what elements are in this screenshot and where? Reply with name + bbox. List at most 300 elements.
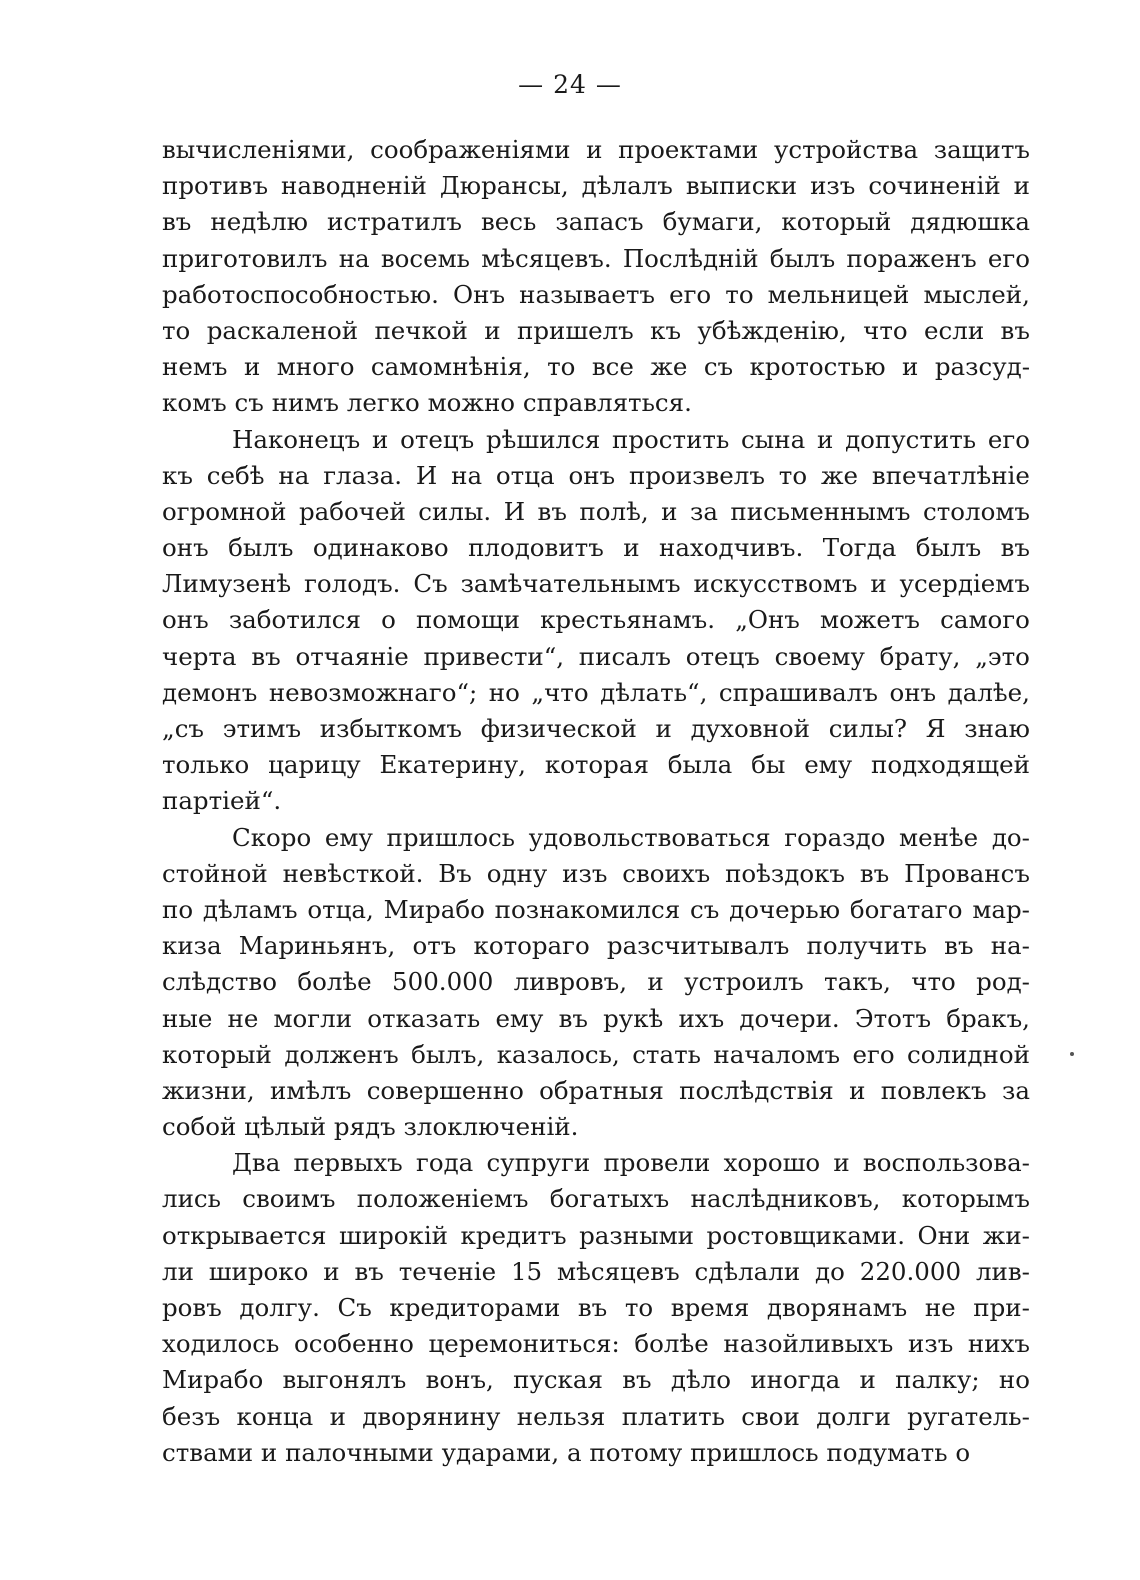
word: глаза. [323,460,402,490]
word: свои [741,1401,800,1431]
word: воспользова- [862,1148,1030,1178]
word: собой [162,1112,237,1142]
word: которая [544,750,649,780]
word: палочными [285,1437,434,1467]
text-line [162,928,1030,964]
word: нихъ [967,1329,1030,1359]
text-line [162,1109,1030,1145]
word: ему [804,750,853,780]
word: крестьянамъ. [540,605,716,635]
word: выгонялъ [282,1365,407,1395]
word: 15 [510,1256,543,1286]
word: былъ [769,243,836,273]
word: съ [690,894,720,924]
word: пришлось [690,1437,819,1467]
word: ругатель- [907,1401,1030,1431]
word: Мирабо [162,1365,264,1395]
page-number: — 24 — [518,70,622,99]
word: и [623,533,640,563]
word: и [902,352,919,382]
word: а [566,1437,582,1467]
word: его [852,1039,895,1069]
word: за [1001,1075,1030,1105]
word: раскаленой [206,315,359,345]
word: помощи [415,605,520,635]
word: заботился [228,605,361,635]
word: но [998,1365,1030,1395]
word: писалъ [578,641,671,671]
word: наводненій [280,171,427,201]
word: дѣлалъ [581,171,673,201]
word: теченіе [398,1256,497,1286]
text-line [162,1001,1030,1037]
word: одинаково [312,533,449,563]
word: бумаги, [662,207,763,237]
word: дѣламъ [202,894,298,924]
word: письменнымъ [730,496,911,526]
word: хорошо [723,1148,821,1178]
word: усердіемъ [899,569,1030,599]
word: злоключеній. [403,1112,579,1142]
word: работоспособностью. [162,279,439,309]
body-text [162,132,1030,1471]
word: проектами [618,135,759,164]
word: физической [480,714,637,743]
word: весь [480,207,537,237]
word: имѣлъ [270,1075,352,1105]
word: мѣсяцевъ. [481,243,612,273]
word: онъ [568,460,616,490]
word: называетъ [519,279,655,309]
scan-speck [1070,1052,1074,1056]
word: и [833,1148,850,1178]
word: такъ, [824,967,891,997]
word: можетъ [820,605,921,635]
word: недѣлю [210,207,308,237]
word: въ [162,207,192,237]
word: казалось, [496,1039,620,1069]
word: стойной [162,858,268,888]
word: наслѣдниковъ, [690,1184,881,1214]
word: въ [558,1003,588,1033]
word: силы. [418,496,492,526]
word: своему [774,641,865,671]
word: широкій [338,1220,448,1250]
word: Два [232,1148,281,1178]
word: силы? [828,714,907,743]
word: немъ [162,352,228,382]
word: съ [234,388,264,418]
word: дѣло [670,1365,732,1395]
word: самомнѣнія, [370,352,531,382]
word: И [415,460,438,490]
word: замѣчательнымъ [460,569,681,599]
word: если [924,315,985,345]
word: находчивъ. [659,533,804,563]
word: Съ [413,569,448,599]
word: отчаяніе [295,641,409,671]
word: который [162,1039,272,1069]
word: одну [486,858,548,888]
word: Я [925,714,946,743]
word: до [815,1256,845,1286]
word: нельзя [516,1401,606,1431]
word: богатаго [849,894,963,924]
text-line [162,132,1030,168]
text-line [162,422,1030,458]
text-line [162,277,1030,313]
word: и [243,352,261,382]
word: устройства [773,135,919,164]
word: не [227,1003,259,1033]
word: жи- [982,1220,1030,1250]
word: что [863,315,908,345]
word: долженъ [284,1039,399,1069]
word: къ [650,315,682,345]
word: комъ [162,388,227,418]
text-line [162,783,1030,819]
word: кредиторами [389,1293,561,1322]
word: что [911,967,956,997]
text-line [162,1037,1030,1073]
word: противъ [162,171,269,201]
word: брату, [879,641,961,671]
word: стать [632,1039,701,1069]
word: допустить [845,424,977,454]
text-line [162,458,1030,494]
word: и [323,1256,340,1286]
word: Они [917,1220,971,1250]
text-line [162,856,1030,892]
word: супруги [486,1148,591,1178]
word: совершенно [366,1075,524,1105]
word: дворянину [362,1401,501,1431]
word: въ [1000,533,1030,563]
word: обратныя [539,1075,664,1105]
word: первыхъ [293,1148,403,1178]
word: столомъ [922,496,1030,526]
word: подумать [826,1437,948,1467]
word: и [484,315,501,345]
text-line [162,385,1030,421]
text-line [162,313,1030,349]
word: сдѣлали [694,1256,801,1286]
word: и [661,496,678,526]
word: избыткомъ [319,714,462,743]
text-line [162,566,1030,602]
word: не [924,1293,956,1322]
word: все [591,352,634,382]
word: ли [162,1256,194,1286]
word: на [451,460,483,490]
word: и [260,1437,278,1467]
word: полѣ, [579,496,649,526]
word: изъ [908,1329,954,1359]
word: соображеніями [370,135,571,164]
word: при- [973,1293,1030,1322]
word: голодъ. [304,569,401,599]
word: „съ [162,714,205,743]
text-line [162,168,1030,204]
word: лив- [975,1256,1030,1286]
text-line [162,747,1030,783]
word: рѣшился [485,424,601,454]
word: въ [944,931,974,961]
word: запасъ [555,207,644,237]
word: на [278,460,310,490]
word: то [778,460,808,490]
word: платить [621,1401,725,1431]
word: и [1013,171,1030,201]
word: его [987,243,1030,273]
text-line [162,711,1030,747]
word: пришлось [386,822,516,852]
text-line [162,1290,1030,1326]
word: но [488,677,520,707]
word: иногда [750,1365,841,1395]
word: изъ [562,858,608,888]
word: въ [622,1365,652,1395]
word: ные [162,1003,213,1033]
word: разсчитывалъ [606,931,790,961]
text-line [162,204,1030,240]
text-line [162,1399,1030,1435]
word: род- [976,967,1030,997]
word: мыслей, [923,279,1030,309]
text-line [162,892,1030,928]
word: плодовитъ [468,533,604,563]
word: вонъ, [425,1365,494,1395]
word: бракъ, [946,1003,1030,1033]
word: за [689,496,718,526]
word: устроилъ [684,967,804,997]
word: менѣе [899,822,979,852]
word: и [859,1365,876,1395]
word: началомъ [713,1039,841,1069]
word: Дюрансы, [439,171,569,201]
word: отказать [367,1003,481,1033]
word: удовольствоваться [528,822,771,852]
word: ударами, [441,1437,560,1467]
word: конца [236,1401,314,1431]
word: познакомился [494,894,681,924]
word: цѣлый [244,1112,327,1142]
word: рядъ [333,1112,396,1142]
word: къ [162,460,193,490]
word: ему [495,1003,544,1033]
word: невѣсткой. [282,858,424,888]
word: была [667,750,733,780]
word: провели [603,1148,711,1178]
text-line [162,1218,1030,1254]
word: рукѣ [603,1003,664,1033]
word: повлекъ [880,1075,987,1105]
word: ровъ [162,1293,222,1322]
word: широко [208,1256,309,1286]
word: ростовщиками. [706,1220,905,1250]
word: и [329,1401,346,1431]
word: въ [577,1293,608,1322]
word: же [650,352,688,382]
word: 500.000 [392,967,494,997]
word: кредитъ [460,1220,567,1250]
word: и [655,714,672,743]
paragraph [162,132,1030,422]
word: потому [589,1437,683,1467]
word: Екатерину, [379,750,526,780]
word: и [647,967,664,997]
word: время [670,1293,750,1322]
word: отецъ [685,641,760,671]
word: сына [741,424,806,454]
word: солидной [907,1039,1030,1069]
word: палку; [895,1365,980,1395]
word: то [162,315,191,345]
word: то [725,279,754,309]
word: и [849,1075,866,1105]
word: открывается [162,1220,327,1250]
word: Мирабо [383,894,485,924]
word: отца, [307,894,374,924]
word: пришелъ [516,315,634,345]
word: сочиненій [868,171,1001,201]
word: Мариньянъ, [238,931,396,961]
word: котораго [473,931,590,961]
word: былъ, [411,1039,485,1069]
word: защитъ [933,135,1030,164]
text-line [162,964,1030,1000]
word: Скоро [232,822,312,852]
word: Этотъ [854,1003,932,1033]
text-line [162,494,1030,530]
word: себѣ [206,460,265,490]
word: Провансъ [904,858,1030,888]
word: кротостью [749,352,886,382]
word: въ [1000,315,1030,345]
text-line [162,820,1030,856]
word: ему [324,822,373,852]
word: выписки [685,171,798,201]
word: богатыхъ [549,1184,670,1214]
word: только [162,750,250,780]
word: долгу. [239,1293,320,1322]
word: печкой [374,315,468,345]
word: приготовилъ [162,243,328,273]
word: и [371,424,389,454]
text-line [162,241,1030,277]
word: Наконецъ [232,424,361,454]
word: на [338,243,370,273]
word: произвелъ [629,460,765,490]
word: то [547,352,576,382]
word: въ [859,858,890,888]
word: жизни, [162,1075,255,1105]
paragraph [162,1145,1030,1471]
word: церемониться: [428,1329,620,1359]
word: ходилось [162,1329,280,1359]
word: дядюшка [910,207,1030,237]
word: царицу [268,750,361,780]
word: своимъ [242,1184,336,1214]
word: убѣжденію, [697,315,847,345]
word: дворянамъ [766,1293,908,1322]
text-line [162,1254,1030,1290]
word: долги [816,1401,891,1431]
word: истратилъ [327,207,462,237]
word: поѣздокъ [725,858,846,888]
word: безъ [162,1401,221,1431]
word: дочерью [729,894,841,924]
word: же [820,460,859,490]
text-line [162,349,1030,385]
word: партіей“. [162,786,282,816]
word: и [586,135,603,164]
word: въ [537,496,567,526]
word: онъ [889,677,937,707]
word: пуская [513,1365,603,1395]
word: много [276,352,355,382]
word: о [381,605,396,635]
word: спрашивалъ [718,677,878,707]
word: года [415,1148,474,1178]
word: на- [990,931,1030,961]
word: Въ [438,858,472,888]
text-line [162,639,1030,675]
word: мельницей [767,279,910,309]
word: духовной [690,714,810,743]
word: послѣдствія [679,1075,834,1105]
word: ствами [162,1437,254,1467]
word: „это [975,641,1030,671]
word: по [162,894,194,924]
paragraph [162,422,1030,820]
word: разными [579,1220,694,1250]
word: демонъ [162,677,258,707]
word: слѣдство [162,967,277,997]
word: болѣе [634,1329,709,1359]
word: былъ [915,533,982,563]
word: знаю [964,714,1030,743]
word: разсуд- [934,352,1030,382]
word: положеніемъ [356,1184,529,1214]
word: могли [273,1003,353,1033]
word: мѣсяцевъ [557,1256,680,1286]
text-line [162,602,1030,638]
word: въ [251,641,281,671]
word: легко [346,388,420,418]
word: Послѣдній [622,243,759,273]
word: искусствомъ [693,569,858,599]
word: простить [612,424,730,454]
text-line [162,530,1030,566]
word: Съ [337,1293,372,1322]
word: нимъ [271,388,339,418]
word: черта [162,641,237,671]
word: Онъ [453,279,506,309]
word: дочери. [739,1003,840,1033]
word: его [987,424,1030,454]
word: киза [162,931,222,961]
word: Тогда [822,533,897,563]
word: своихъ [622,858,711,888]
word: болѣе [297,967,372,997]
word: его [669,279,712,309]
word: рабочей [298,496,406,526]
word: онъ [162,605,209,635]
word: которымъ [901,1184,1030,1214]
word: мар- [972,894,1030,924]
text-line [162,675,1030,711]
